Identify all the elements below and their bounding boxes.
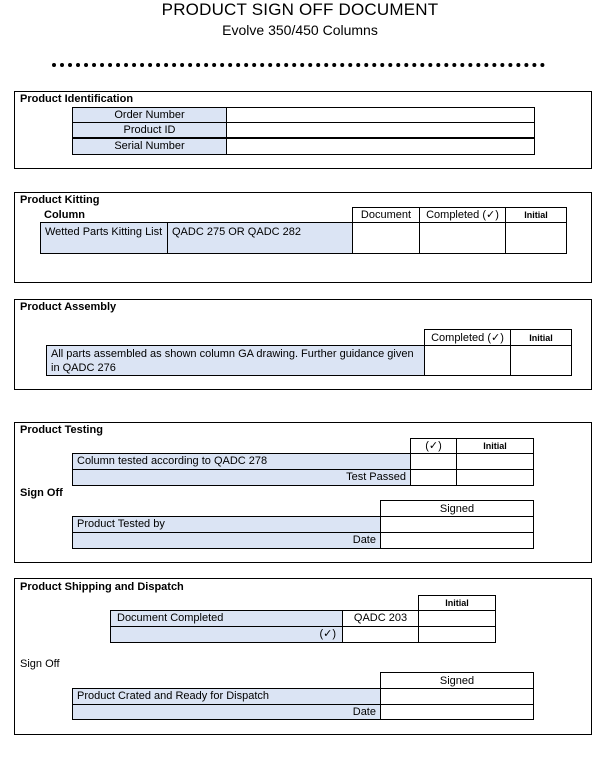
serial-number-field[interactable]	[226, 138, 535, 155]
order-number-field[interactable]	[226, 107, 535, 123]
kitting-initial-cell[interactable]	[505, 222, 567, 254]
dotted-divider	[52, 63, 545, 67]
shipping-date-label: Date	[72, 704, 381, 720]
kitting-reference: QADC 275 OR QADC 282	[167, 222, 353, 254]
kitting-initial-header: Initial	[505, 207, 567, 223]
crated-ready-label: Product Crated and Ready for Dispatch	[72, 688, 381, 705]
shipping-sign-off-label: Sign Off	[20, 658, 60, 670]
testing-date-label: Date	[72, 532, 381, 549]
kitting-document-cell[interactable]	[352, 222, 420, 254]
testing-initial-header: Initial	[456, 438, 534, 454]
testing-row-tested: Column tested according to QADC 278	[72, 453, 411, 470]
product-id-field[interactable]	[226, 122, 535, 138]
shipping-signed-header: Signed	[380, 672, 534, 689]
serial-number-label: Serial Number	[72, 138, 227, 155]
order-number-label: Order Number	[72, 107, 227, 123]
kitting-completed-cell[interactable]	[419, 222, 506, 254]
kitting-item: Wetted Parts Kitting List	[40, 222, 168, 254]
product-id-label: Product ID	[72, 122, 227, 138]
assembly-initial-cell[interactable]	[510, 345, 572, 376]
kitting-subheading: Column	[44, 209, 85, 221]
shipping-check-initial[interactable]	[418, 626, 496, 643]
document-subtitle: Evolve 350/450 Columns	[222, 22, 378, 38]
shipping-check-cell[interactable]	[342, 626, 419, 643]
testing-row-passed: Test Passed	[72, 469, 411, 486]
crated-ready-field[interactable]	[380, 688, 534, 705]
testing-tested-initial[interactable]	[456, 453, 534, 470]
identification-title: Product Identification	[20, 93, 134, 105]
testing-signed-header: Signed	[380, 500, 534, 517]
shipping-title: Product Shipping and Dispatch	[20, 581, 184, 593]
product-tested-by-field[interactable]	[380, 516, 534, 533]
assembly-title: Product Assembly	[20, 301, 117, 313]
shipping-reference-initial[interactable]	[418, 610, 496, 627]
shipping-check-label: (✓)	[110, 626, 343, 643]
shipping-reference: QADC 203	[342, 610, 419, 627]
assembly-completed-header: Completed (✓)	[424, 329, 511, 346]
testing-sign-off-label: Sign Off	[20, 487, 63, 499]
testing-tested-check[interactable]	[410, 453, 457, 470]
testing-check-header: (✓)	[410, 438, 457, 454]
kitting-completed-header: Completed (✓)	[419, 207, 506, 223]
assembly-item: All parts assembled as shown column GA drawing. Further guidance given in QADC 276	[46, 345, 425, 376]
assembly-initial-header: Initial	[510, 329, 572, 346]
document-completed-label: Document Completed	[110, 610, 343, 627]
document-title: PRODUCT SIGN OFF DOCUMENT	[161, 0, 439, 19]
kitting-document-header: Document	[352, 207, 420, 223]
shipping-date-field[interactable]	[380, 704, 534, 720]
testing-passed-initial[interactable]	[456, 469, 534, 486]
product-tested-by-label: Product Tested by	[72, 516, 381, 533]
assembly-completed-cell[interactable]	[424, 345, 511, 376]
kitting-title: Product Kitting	[20, 194, 100, 206]
testing-date-field[interactable]	[380, 532, 534, 549]
shipping-initial-header: Initial	[418, 595, 496, 611]
testing-passed-check[interactable]	[410, 469, 457, 486]
testing-title: Product Testing	[20, 424, 103, 436]
